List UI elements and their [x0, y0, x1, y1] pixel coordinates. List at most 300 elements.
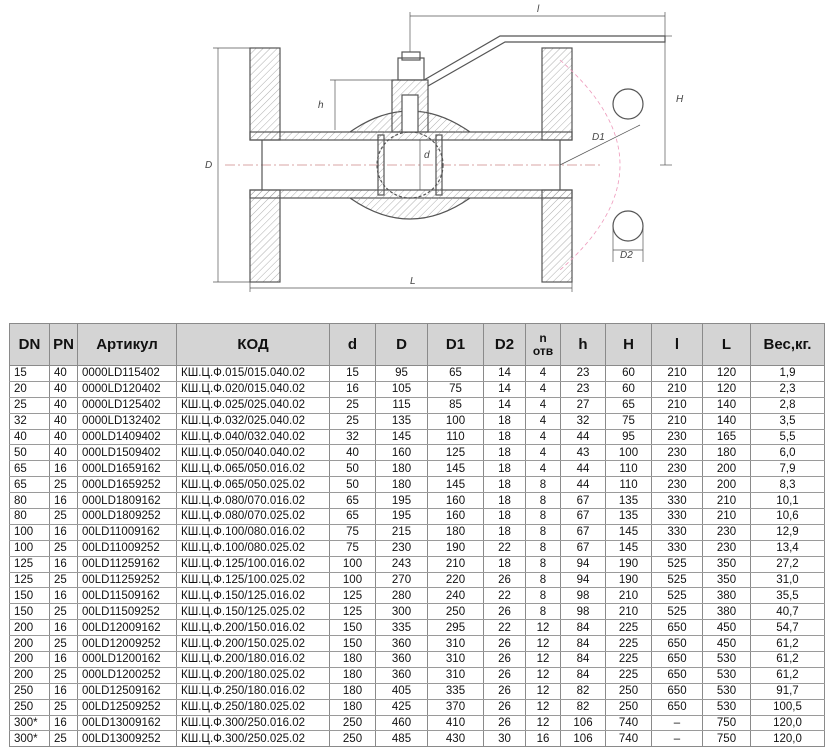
table-cell: 25 [50, 572, 78, 588]
table-cell: 120,0 [751, 715, 825, 731]
table-cell: 25 [50, 731, 78, 747]
table-cell: 740 [606, 731, 652, 747]
table-cell: 18 [484, 413, 526, 429]
table-row [10, 493, 825, 509]
table-cell: 8 [526, 604, 561, 620]
table-cell: КШ.Ц.Ф.080/070.016.02 [177, 493, 330, 509]
table-cell: 4 [526, 413, 561, 429]
table-cell: 4 [526, 429, 561, 445]
table-row [10, 429, 825, 445]
table-row [10, 413, 825, 429]
table-row [10, 461, 825, 477]
table-row [10, 509, 825, 525]
table-cell: 180 [376, 461, 428, 477]
table-cell: 44 [561, 477, 606, 493]
table-row [10, 683, 825, 699]
column-header: D1 [428, 324, 484, 366]
table-cell: 67 [561, 493, 606, 509]
table-cell: 16 [50, 588, 78, 604]
table-row [10, 652, 825, 668]
table-cell: 18 [484, 509, 526, 525]
table-cell: 00LD12509252 [78, 699, 177, 715]
table-cell: 1,9 [751, 366, 825, 382]
column-header: h [561, 324, 606, 366]
column-header: DN [10, 324, 50, 366]
table-cell: 00LD12009252 [78, 636, 177, 652]
table-cell: 650 [652, 636, 703, 652]
table-cell: 250 [330, 731, 376, 747]
table-cell: 16 [50, 461, 78, 477]
table-cell: 12 [526, 667, 561, 683]
table-cell: 100 [606, 445, 652, 461]
table-cell: 243 [376, 556, 428, 572]
table-cell: 120 [703, 381, 751, 397]
table-cell: 12 [526, 683, 561, 699]
table-cell: 80 [10, 493, 50, 509]
table-cell: КШ.Ц.Ф.080/070.025.02 [177, 509, 330, 525]
table-cell: 145 [428, 477, 484, 493]
table-cell: 180 [330, 699, 376, 715]
table-cell: – [652, 731, 703, 747]
table-cell: 00LD11509162 [78, 588, 177, 604]
table-cell: 105 [376, 381, 428, 397]
table-cell: 61,2 [751, 667, 825, 683]
table-cell: 27 [561, 397, 606, 413]
table-cell: 00LD11259162 [78, 556, 177, 572]
table-cell: 84 [561, 652, 606, 668]
table-cell: 75 [428, 381, 484, 397]
table-cell: 00LD11509252 [78, 604, 177, 620]
table-cell: 12 [526, 620, 561, 636]
table-cell: 300* [10, 731, 50, 747]
table-cell: 22 [484, 540, 526, 556]
table-cell: 40 [330, 445, 376, 461]
table-cell: 000LD1509402 [78, 445, 177, 461]
table-cell: 0000LD115402 [78, 366, 177, 382]
table-cell: 4 [526, 445, 561, 461]
table-cell: 91,7 [751, 683, 825, 699]
table-cell: 310 [428, 652, 484, 668]
table-cell: КШ.Ц.Ф.200/150.016.02 [177, 620, 330, 636]
table-cell: 160 [376, 445, 428, 461]
table-cell: 530 [703, 683, 751, 699]
table-cell: 000LD1200162 [78, 652, 177, 668]
table-cell: 215 [376, 524, 428, 540]
svg-text:D1: D1 [592, 132, 605, 143]
valve-technical-drawing [0, 0, 830, 318]
table-cell: 40 [50, 429, 78, 445]
table-cell: КШ.Ц.Ф.040/032.040.02 [177, 429, 330, 445]
table-cell: 75 [330, 540, 376, 556]
table-cell: 100 [428, 413, 484, 429]
table-cell: 100 [10, 524, 50, 540]
table-cell: КШ.Ц.Ф.032/025.040.02 [177, 413, 330, 429]
table-cell: 12,9 [751, 524, 825, 540]
table-cell: 2,8 [751, 397, 825, 413]
table-cell: 14 [484, 366, 526, 382]
table-cell: 100 [330, 572, 376, 588]
table-cell: 16 [50, 620, 78, 636]
table-cell: 26 [484, 652, 526, 668]
table-cell: 135 [376, 413, 428, 429]
table-cell: 150 [330, 620, 376, 636]
column-header: L [703, 324, 751, 366]
table-cell: 67 [561, 524, 606, 540]
table-cell: 50 [10, 445, 50, 461]
table-cell: 330 [652, 509, 703, 525]
table-cell: КШ.Ц.Ф.015/015.040.02 [177, 366, 330, 382]
table-row [10, 731, 825, 747]
table-cell: 84 [561, 636, 606, 652]
specification-table [9, 323, 825, 747]
table-cell: 0000LD132402 [78, 413, 177, 429]
table-cell: 30 [484, 731, 526, 747]
svg-text:h: h [318, 100, 324, 111]
table-cell: 16 [50, 556, 78, 572]
table-cell: 18 [484, 556, 526, 572]
table-cell: 65 [330, 493, 376, 509]
table-cell: 250 [10, 683, 50, 699]
table-cell: 000LD1809162 [78, 493, 177, 509]
table-cell: 000LD1659252 [78, 477, 177, 493]
table-row [10, 366, 825, 382]
table-cell: 95 [376, 366, 428, 382]
column-header: КОД [177, 324, 330, 366]
column-header: n отв [526, 324, 561, 366]
table-cell: 530 [703, 667, 751, 683]
table-cell: 15 [10, 366, 50, 382]
table-cell: КШ.Ц.Ф.300/250.025.02 [177, 731, 330, 747]
table-cell: 12 [526, 636, 561, 652]
table-cell: 750 [703, 731, 751, 747]
table-cell: 200 [10, 652, 50, 668]
table-cell: 650 [652, 667, 703, 683]
table-cell: 330 [652, 524, 703, 540]
table-cell: 280 [376, 588, 428, 604]
table-cell: 16 [50, 652, 78, 668]
table-cell: 370 [428, 699, 484, 715]
table-row [10, 636, 825, 652]
table-cell: 000LD1409402 [78, 429, 177, 445]
table-cell: 106 [561, 715, 606, 731]
table-cell: КШ.Ц.Ф.065/050.016.02 [177, 461, 330, 477]
table-cell: 23 [561, 381, 606, 397]
table-cell: 60 [606, 366, 652, 382]
column-header: l [652, 324, 703, 366]
table-cell: 180 [428, 524, 484, 540]
table-cell: 195 [376, 493, 428, 509]
table-cell: 430 [428, 731, 484, 747]
table-cell: 25 [50, 699, 78, 715]
table-cell: 225 [606, 667, 652, 683]
table-cell: 650 [652, 620, 703, 636]
table-cell: 750 [703, 715, 751, 731]
table-cell: 300* [10, 715, 50, 731]
table-cell: 25 [330, 413, 376, 429]
table-cell: КШ.Ц.Ф.300/250.016.02 [177, 715, 330, 731]
table-cell: 650 [652, 652, 703, 668]
table-cell: 18 [484, 524, 526, 540]
table-cell: 295 [428, 620, 484, 636]
column-header: d [330, 324, 376, 366]
table-cell: 26 [484, 604, 526, 620]
table-cell: 250 [330, 715, 376, 731]
table-cell: 26 [484, 683, 526, 699]
table-cell: 380 [703, 588, 751, 604]
table-cell: 26 [484, 715, 526, 731]
table-cell: 485 [376, 731, 428, 747]
table-cell: 250 [606, 699, 652, 715]
table-cell: 75 [330, 524, 376, 540]
table-cell: 35,5 [751, 588, 825, 604]
table-row [10, 381, 825, 397]
table-cell: 2,3 [751, 381, 825, 397]
table-cell: 8 [526, 493, 561, 509]
table-cell: 8,3 [751, 477, 825, 493]
table-cell: 40 [50, 445, 78, 461]
table-cell: 00LD12009162 [78, 620, 177, 636]
table-cell: 16 [50, 493, 78, 509]
svg-text:D: D [205, 160, 213, 171]
table-cell: 140 [703, 413, 751, 429]
table-cell: 32 [10, 413, 50, 429]
table-row [10, 715, 825, 731]
valve-body [225, 36, 665, 282]
table-cell: 310 [428, 667, 484, 683]
table-cell: 65 [10, 461, 50, 477]
table-cell: 65 [606, 397, 652, 413]
table-row [10, 524, 825, 540]
table-cell: КШ.Ц.Ф.200/180.025.02 [177, 667, 330, 683]
table-row [10, 667, 825, 683]
table-cell: 180 [330, 683, 376, 699]
table-cell: 145 [606, 540, 652, 556]
table-cell: 26 [484, 667, 526, 683]
table-cell: 98 [561, 588, 606, 604]
table-cell: 200 [703, 461, 751, 477]
table-cell: 61,2 [751, 652, 825, 668]
table-cell: 335 [376, 620, 428, 636]
table-cell: 22 [484, 588, 526, 604]
table-cell: 180 [376, 477, 428, 493]
table-cell: 350 [703, 556, 751, 572]
table-cell: 5,5 [751, 429, 825, 445]
table-cell: 530 [703, 699, 751, 715]
table-cell: КШ.Ц.Ф.150/125.025.02 [177, 604, 330, 620]
table-cell: 40 [50, 413, 78, 429]
table-cell: 405 [376, 683, 428, 699]
table-cell: 180 [330, 652, 376, 668]
table-cell: 135 [606, 509, 652, 525]
table-row [10, 397, 825, 413]
table-cell: 200 [10, 636, 50, 652]
table-cell: 125 [428, 445, 484, 461]
table-cell: КШ.Ц.Ф.100/080.016.02 [177, 524, 330, 540]
table-cell: КШ.Ц.Ф.125/100.016.02 [177, 556, 330, 572]
svg-text:L: L [410, 276, 416, 287]
table-cell: 210 [652, 366, 703, 382]
table-cell: 18 [484, 445, 526, 461]
table-cell: 525 [652, 556, 703, 572]
table-cell: 16 [50, 524, 78, 540]
table-cell: 13,4 [751, 540, 825, 556]
table-cell: 125 [330, 604, 376, 620]
table-cell: 14 [484, 381, 526, 397]
table-cell: 00LD11009252 [78, 540, 177, 556]
table-cell: 8 [526, 588, 561, 604]
table-row [10, 620, 825, 636]
table-cell: 8 [526, 572, 561, 588]
table-cell: 200 [703, 477, 751, 493]
table-cell: 180 [330, 667, 376, 683]
table-cell: 16 [50, 683, 78, 699]
table-cell: 106 [561, 731, 606, 747]
table-cell: 100,5 [751, 699, 825, 715]
table-cell: 22 [484, 620, 526, 636]
table-cell: 100 [330, 556, 376, 572]
table-cell: 210 [606, 604, 652, 620]
table-cell: 16 [50, 715, 78, 731]
table-cell: 360 [376, 636, 428, 652]
table-cell: 190 [428, 540, 484, 556]
table-cell: 18 [484, 493, 526, 509]
table-cell: КШ.Ц.Ф.150/125.016.02 [177, 588, 330, 604]
table-cell: 27,2 [751, 556, 825, 572]
table-cell: 380 [703, 604, 751, 620]
table-cell: 10,1 [751, 493, 825, 509]
table-cell: 210 [428, 556, 484, 572]
table-cell: 225 [606, 636, 652, 652]
table-cell: 410 [428, 715, 484, 731]
table-cell: 230 [652, 429, 703, 445]
table-cell: 3,5 [751, 413, 825, 429]
table-cell: 12 [526, 652, 561, 668]
table-cell: 32 [330, 429, 376, 445]
table-cell: 26 [484, 699, 526, 715]
table-cell: 360 [376, 667, 428, 683]
table-cell: 98 [561, 604, 606, 620]
table-cell: 4 [526, 461, 561, 477]
table-cell: 110 [428, 429, 484, 445]
table-cell: 40 [50, 366, 78, 382]
table-cell: КШ.Ц.Ф.250/180.025.02 [177, 699, 330, 715]
table-cell: 25 [50, 477, 78, 493]
table-cell: 94 [561, 556, 606, 572]
table-row [10, 604, 825, 620]
table-cell: 85 [428, 397, 484, 413]
table-cell: 740 [606, 715, 652, 731]
table-cell: 4 [526, 366, 561, 382]
table-cell: 16 [330, 381, 376, 397]
table-cell: 00LD11009162 [78, 524, 177, 540]
table-cell: 18 [484, 461, 526, 477]
table-cell: 210 [703, 509, 751, 525]
table-cell: 230 [703, 540, 751, 556]
table-body [10, 366, 825, 747]
table-cell: 220 [428, 572, 484, 588]
table-cell: 82 [561, 699, 606, 715]
table-cell: – [652, 715, 703, 731]
svg-text:D2: D2 [620, 250, 633, 261]
table-cell: 210 [652, 397, 703, 413]
table-cell: 00LD13009252 [78, 731, 177, 747]
column-header: D2 [484, 324, 526, 366]
table-cell: 425 [376, 699, 428, 715]
table-cell: 84 [561, 667, 606, 683]
table-cell: 60 [606, 381, 652, 397]
table-cell: 230 [376, 540, 428, 556]
table-row [10, 699, 825, 715]
table-cell: 225 [606, 652, 652, 668]
table-cell: 26 [484, 572, 526, 588]
svg-text:H: H [676, 94, 684, 105]
table-cell: 150 [10, 588, 50, 604]
table-cell: 40 [50, 397, 78, 413]
table-cell: 530 [703, 652, 751, 668]
table-cell: КШ.Ц.Ф.025/025.040.02 [177, 397, 330, 413]
table-cell: 120,0 [751, 731, 825, 747]
table-row [10, 445, 825, 461]
table-cell: 82 [561, 683, 606, 699]
table-cell: 250 [606, 683, 652, 699]
table-cell: 12 [526, 699, 561, 715]
table-cell: 165 [703, 429, 751, 445]
table-cell: 95 [606, 429, 652, 445]
table-cell: 115 [376, 397, 428, 413]
table-cell: 25 [50, 667, 78, 683]
table-cell: 330 [652, 493, 703, 509]
table-cell: 65 [428, 366, 484, 382]
table-cell: 8 [526, 524, 561, 540]
table-cell: 145 [376, 429, 428, 445]
column-header: H [606, 324, 652, 366]
table-cell: 330 [652, 540, 703, 556]
table-cell: 44 [561, 461, 606, 477]
table-cell: 250 [428, 604, 484, 620]
table-cell: 75 [606, 413, 652, 429]
table-cell: 250 [10, 699, 50, 715]
table-cell: 525 [652, 588, 703, 604]
table-cell: КШ.Ц.Ф.100/080.025.02 [177, 540, 330, 556]
table-cell: 110 [606, 477, 652, 493]
table-cell: 6,0 [751, 445, 825, 461]
table-cell: КШ.Ц.Ф.020/015.040.02 [177, 381, 330, 397]
table-cell: 000LD1809252 [78, 509, 177, 525]
table-cell: 84 [561, 620, 606, 636]
table-cell: 0000LD125402 [78, 397, 177, 413]
table-cell: 00LD11259252 [78, 572, 177, 588]
table-cell: 18 [484, 429, 526, 445]
table-cell: 44 [561, 429, 606, 445]
table-cell: КШ.Ц.Ф.050/040.040.02 [177, 445, 330, 461]
column-header: Вес,кг. [751, 324, 825, 366]
table-cell: 125 [330, 588, 376, 604]
table-cell: КШ.Ц.Ф.200/150.025.02 [177, 636, 330, 652]
table-cell: 25 [10, 397, 50, 413]
table-cell: 25 [50, 509, 78, 525]
table-cell: 210 [606, 588, 652, 604]
table-cell: 50 [330, 461, 376, 477]
table-cell: 8 [526, 556, 561, 572]
table-cell: 8 [526, 477, 561, 493]
table-cell: 4 [526, 397, 561, 413]
svg-text:l: l [537, 4, 540, 15]
table-cell: 25 [50, 636, 78, 652]
table-row [10, 556, 825, 572]
table-cell: 100 [10, 540, 50, 556]
table-cell: 25 [50, 540, 78, 556]
svg-text:d: d [424, 150, 430, 161]
